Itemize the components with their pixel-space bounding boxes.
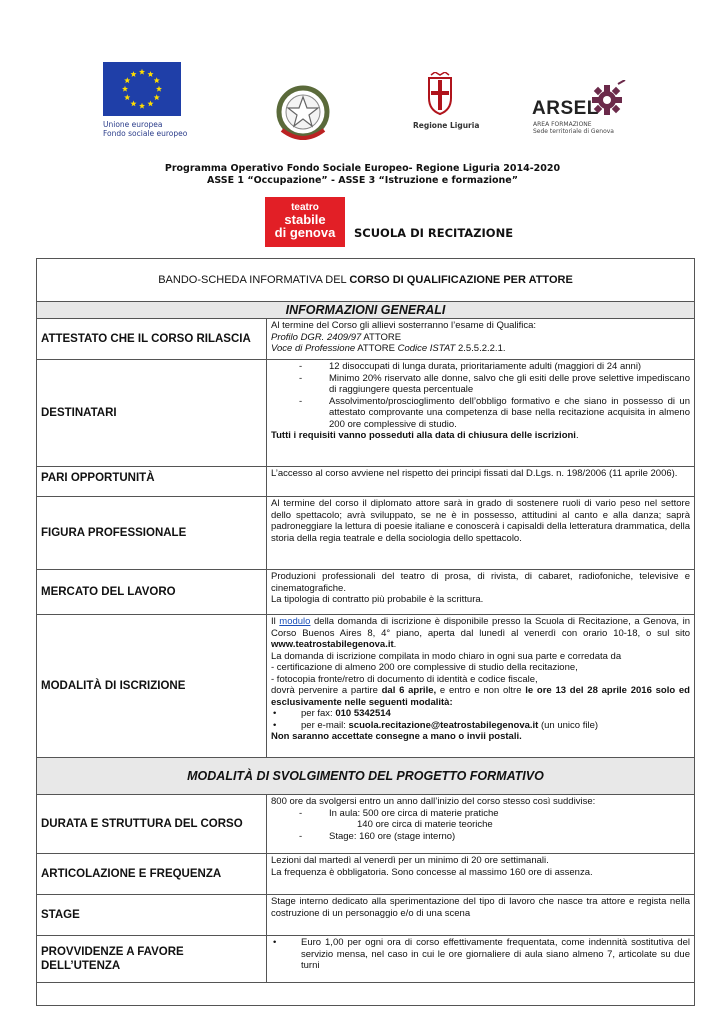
row-value: L’accesso al corso avviene nel rispetto dei principi fissati dal D.Lgs. n. 198/2006 (11 aprile 2006). <box>267 467 695 497</box>
regione-liguria-label: Regione Liguria <box>413 121 480 130</box>
table-row-figura <box>37 497 695 570</box>
list-item: - Minimo 20% riservato alle donne, salvo che gli esiti delle prove selettive impediscano di raggiungere questa percentuale <box>311 373 690 396</box>
eu-star-icon <box>122 86 128 92</box>
row-value: Produzioni professionali del teatro di prosa, di rivista, di cabaret, radiofoniche, televisive e cinematografiche. La tipologia di contratto più probabile è la scrittura. <box>267 570 695 615</box>
table-row-modalita <box>37 615 695 758</box>
row-value: 800 ore da svolgersi entro un anno dall’inizio del corso stesso così suddivise: - In aula: 500 ore circa di materie pratiche 140 ore circa di materie teoriche - Stage: 160 ore (stage interno) <box>267 795 695 854</box>
eu-stars-icon <box>103 62 181 116</box>
italian-republic-emblem-icon <box>272 82 334 146</box>
list-item: - Assolvimento/proscioglimento dell’obbligo formativo e che siano in possesso di un attestato comprovante una competenza di base nella recitazione acquisita in almeno 200 ore complessive di studio. <box>311 396 690 431</box>
list-item: - 12 disoccupati di lunga durata, prioritariamente adulti (maggiori di 24 anni) <box>311 361 690 373</box>
school-title: SCUOLA DI RECITAZIONE <box>354 226 514 240</box>
program-heading <box>0 163 725 187</box>
row-label: PROVVIDENZE A FAVORE DELL’UTENZA <box>37 936 267 983</box>
row-value: - 12 disoccupati di lunga durata, prioritariamente adulti (maggiori di 24 anni) - Minimo 20% riservato alle donne, salvo che gli esiti delle prove selettive impediscano di raggiungere questa percentuale - Assolvimento/proscioglimento dell’obbligo formativo e che siano in possesso di un attestato comprovante una competenza di base nella recitazione acquisita in almeno 200 ore complessive di studio. Tutti i requisiti vanno posseduti alla data di chiusura delle iscrizioni. <box>267 360 695 467</box>
table-row-stage <box>37 895 695 936</box>
program-line-2: ASSE 1 “Occupazione” - ASSE 3 “Istruzione e formazione” <box>207 175 518 186</box>
logo-bar <box>0 0 725 160</box>
website-link[interactable]: www.teatrostabilegenova.it <box>271 639 394 650</box>
table-row-pari-opportunita <box>37 467 695 497</box>
list-item: • per fax: 010 5342514 <box>271 708 690 720</box>
table-row-empty <box>37 983 695 1006</box>
table-row-attestato <box>37 319 695 360</box>
row-label: ARTICOLAZIONE E FREQUENZA <box>37 854 267 895</box>
arsel-subtitle: AREA FORMAZIONE Sede territoriale di Genova <box>533 121 614 135</box>
table-row-articolazione <box>37 854 695 895</box>
table-title-course: CORSO DI QUALIFICAZIONE PER ATTORE <box>349 274 573 286</box>
eu-star-icon <box>156 86 162 92</box>
durata-list <box>271 808 690 820</box>
row-value: Stage interno dedicato alla sperimentazione del tipo di lavoro che nasce tra attore e regista nella costruzione di un personaggio e/o di una scena <box>267 895 695 936</box>
list-item: - Stage: 160 ore (stage interno) <box>311 831 690 843</box>
row-label: PARI OPPORTUNITÀ <box>37 467 267 497</box>
eu-star-icon <box>139 69 145 75</box>
row-label: MERCATO DEL LAVORO <box>37 570 267 615</box>
row-label: DURATA E STRUTTURA DEL CORSO <box>37 795 267 854</box>
arsel-name: ARSEL <box>532 98 599 119</box>
eu-star-icon <box>148 101 154 107</box>
table-title-prefix: BANDO-SCHEDA INFORMATIVA DEL <box>158 274 350 286</box>
email-link[interactable]: scuola.recitazione@teatrostabilegenova.it <box>348 719 539 731</box>
eu-star-icon <box>139 103 145 109</box>
row-value <box>267 936 695 983</box>
row-value: Al termine del Corso gli allievi sosterranno l’esame di Qualifica: Profilo DGR. 2409/97 ATTORE Voce di Professione ATTORE Codice ISTAT 2.5.5.2.2.1. <box>267 319 695 360</box>
submission-list <box>271 708 690 731</box>
table-title-row <box>37 259 695 302</box>
modulo-link[interactable]: modulo <box>279 616 311 627</box>
list-item: • per e-mail: scuola.recitazione@teatrostabilegenova.it (un unico file) <box>271 720 690 732</box>
table-row-provvidenze <box>37 936 695 983</box>
eu-star-icon <box>131 101 137 107</box>
table-row-durata <box>37 795 695 854</box>
row-label: STAGE <box>37 895 267 936</box>
eu-star-icon <box>124 77 130 83</box>
eu-caption: Unione europea Fondo sociale europeo <box>103 120 188 138</box>
row-label: FIGURA PROFESSIONALE <box>37 497 267 570</box>
eu-star-icon <box>154 94 160 100</box>
destinatari-list <box>271 361 690 430</box>
program-line-1: Programma Operativo Fondo Sociale Europeo- Regione Liguria 2014-2020 <box>164 163 561 174</box>
row-label: MODALITÀ DI ISCRIZIONE <box>37 615 267 758</box>
teatro-stabile-logo: teatro stabile di genova <box>265 197 345 247</box>
table-row-destinatari <box>37 360 695 467</box>
eu-star-icon <box>131 71 137 77</box>
table-row-mercato <box>37 570 695 615</box>
regione-liguria-shield-icon <box>425 72 455 116</box>
eu-star-icon <box>148 71 154 77</box>
section-heading-general: INFORMAZIONI GENERALI <box>37 302 695 319</box>
course-info-table <box>36 258 695 1006</box>
row-value: Il modulo della domanda di iscrizione è disponibile presso la Scuola di Recitazione, a Genova, in Corso Buenos Aires 8, 4° piano, aperta dal lunedì al venerdì con orario 10-18, o sul sito www.teatrostabilegenova.it. La domanda di iscrizione compilata in modo chiaro in ogni sua parte e corredata da - certificazione di almeno 200 ore complessive di studio della recitazione, - fotocopia fronte/retro di documento di identità e codice fiscale, dovrà pervenire a partire dal 6 aprile, e entro e non oltre le ore 13 del 28 aprile 2016 solo ed esclusivamente nelle seguenti modalità: • per fax: 010 5342514 • per e-mail: scuola.recitazione@teatrostabilegenova.it (un unico file) Non saranno accettate consegne a mano o invii postali. <box>267 615 695 758</box>
row-value: Lezioni dal martedì al venerdì per un minimo di 20 ore settimanali. La frequenza è obbligatoria. Sono concesse al massimo 160 ore di assenza. <box>267 854 695 895</box>
eu-star-icon <box>154 77 160 83</box>
eu-star-icon <box>124 94 130 100</box>
section-heading-svolgimento: MODALITÀ DI SVOLGIMENTO DEL PROGETTO FORMATIVO <box>37 758 695 795</box>
list-item: - In aula: 500 ore circa di materie pratiche <box>311 808 690 820</box>
row-label: DESTINATARI <box>37 360 267 467</box>
list-item: • Euro 1,00 per ogni ora di corso effettivamente frequentata, come indennità sostitutiva del servizio mensa, nel caso in cui le ore giornaliere di aula siano almeno 7, articolate su due turni <box>271 937 690 972</box>
row-label: ATTESTATO CHE IL CORSO RILASCIA <box>37 319 267 360</box>
row-value: Al termine del corso il diplomato attore sarà in grado di sostenere ruoli di vario peso nel settore dello spettacolo; avrà sviluppato, se ne è in possesso, attitudini al canto e alla danza; saprà padroneggiare la lettura di poesie italiane e conoscerà i capisaldi della letteratura drammatica, della storia della regia teatrale e della sociologia dello spettacolo. <box>267 497 695 570</box>
